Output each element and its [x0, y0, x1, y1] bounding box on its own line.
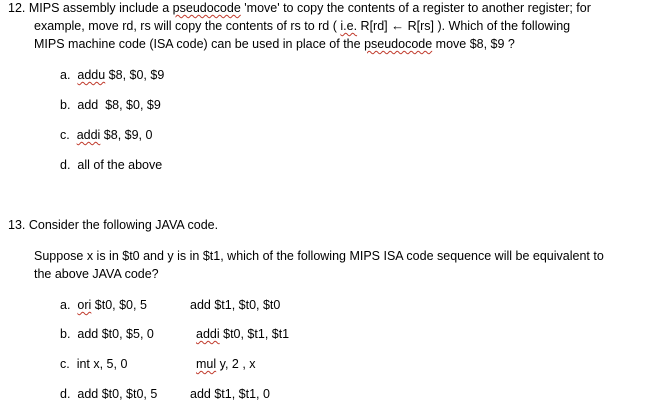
option-letter: d.: [60, 158, 71, 172]
q13-prompt-line-1: [34, 248, 604, 264]
option-op: addu: [77, 68, 106, 82]
option-first-op: ori: [77, 298, 92, 312]
q12-option-c: [60, 127, 152, 143]
q13-title: [8, 217, 218, 233]
q13-option-d: [60, 386, 157, 402]
q13-option-c-second: [196, 356, 256, 372]
option-op: add: [77, 98, 99, 112]
q13-prompt-line-2: [34, 266, 159, 282]
option-args: $8, $0, $9: [98, 98, 161, 112]
text: the above JAVA code?: [34, 267, 159, 281]
left-arrow-icon: ←: [391, 18, 405, 33]
q12-line-2: [34, 18, 570, 34]
text-spellcheck: pseudocode: [364, 37, 433, 51]
option-args: $8, $0, $9: [105, 68, 165, 82]
text: MIPS machine code (ISA code) can be used in place of the: [34, 37, 365, 51]
option-first-args: int x, 5, 0: [76, 357, 128, 371]
option-letter: a.: [60, 68, 71, 82]
option-second-args: y, 2 , x: [216, 357, 256, 371]
text: 13. Consider the following JAVA code.: [8, 218, 219, 232]
q13-option-b-second: [196, 326, 289, 342]
text-spellcheck: pseudocode: [172, 1, 241, 15]
option-second-args: add $t1, $t1, 0: [190, 387, 270, 401]
q12-option-d: [60, 157, 162, 173]
text: R[rs] ). Which of the following: [404, 19, 571, 33]
option-first-args: add $t0, $t0, 5: [77, 387, 158, 401]
text: Suppose x is in $t0 and y is in $t1, which of the following MIPS ISA code sequence will be equivalent to: [34, 249, 604, 263]
text: 'move' to copy the contents of a register to another register; for: [240, 1, 591, 15]
option-letter: d.: [60, 387, 71, 401]
text: R[rd]: [357, 19, 392, 33]
text: move $8, $9 ?: [432, 37, 515, 51]
text-spellcheck: i.e.: [340, 19, 358, 33]
option-letter: c.: [60, 357, 70, 371]
option-second-args: $t0, $t1, $t1: [219, 327, 290, 341]
option-letter: c.: [60, 128, 70, 142]
option-first-args: $t0, $0, 5: [91, 298, 147, 312]
option-second-op: addi: [196, 327, 220, 341]
option-args: $8, $9, 0: [100, 128, 153, 142]
q12-option-b: [60, 97, 161, 113]
q12-line-3: [34, 36, 515, 52]
text: 12. MIPS assembly include a: [8, 1, 173, 15]
q12-line-1: [8, 0, 591, 16]
q12-option-a: [60, 67, 164, 83]
q13-option-a: [60, 297, 147, 313]
option-letter: a.: [60, 298, 71, 312]
option-op: addi: [76, 128, 101, 142]
option-letter: b.: [60, 327, 71, 341]
q13-option-b: [60, 326, 154, 342]
q13-option-c: [60, 356, 127, 372]
option-first-args: add $t0, $5, 0: [77, 327, 154, 341]
q13-option-d-second: [190, 386, 270, 402]
option-op: all of the above: [77, 158, 163, 172]
option-letter: b.: [60, 98, 71, 112]
option-second-args: add $t1, $t0, $t0: [190, 298, 281, 312]
q13-option-a-second: [190, 297, 280, 313]
option-second-op: mul: [196, 357, 217, 371]
text: example, move rd, rs will copy the contents of rs to rd (: [34, 19, 341, 33]
